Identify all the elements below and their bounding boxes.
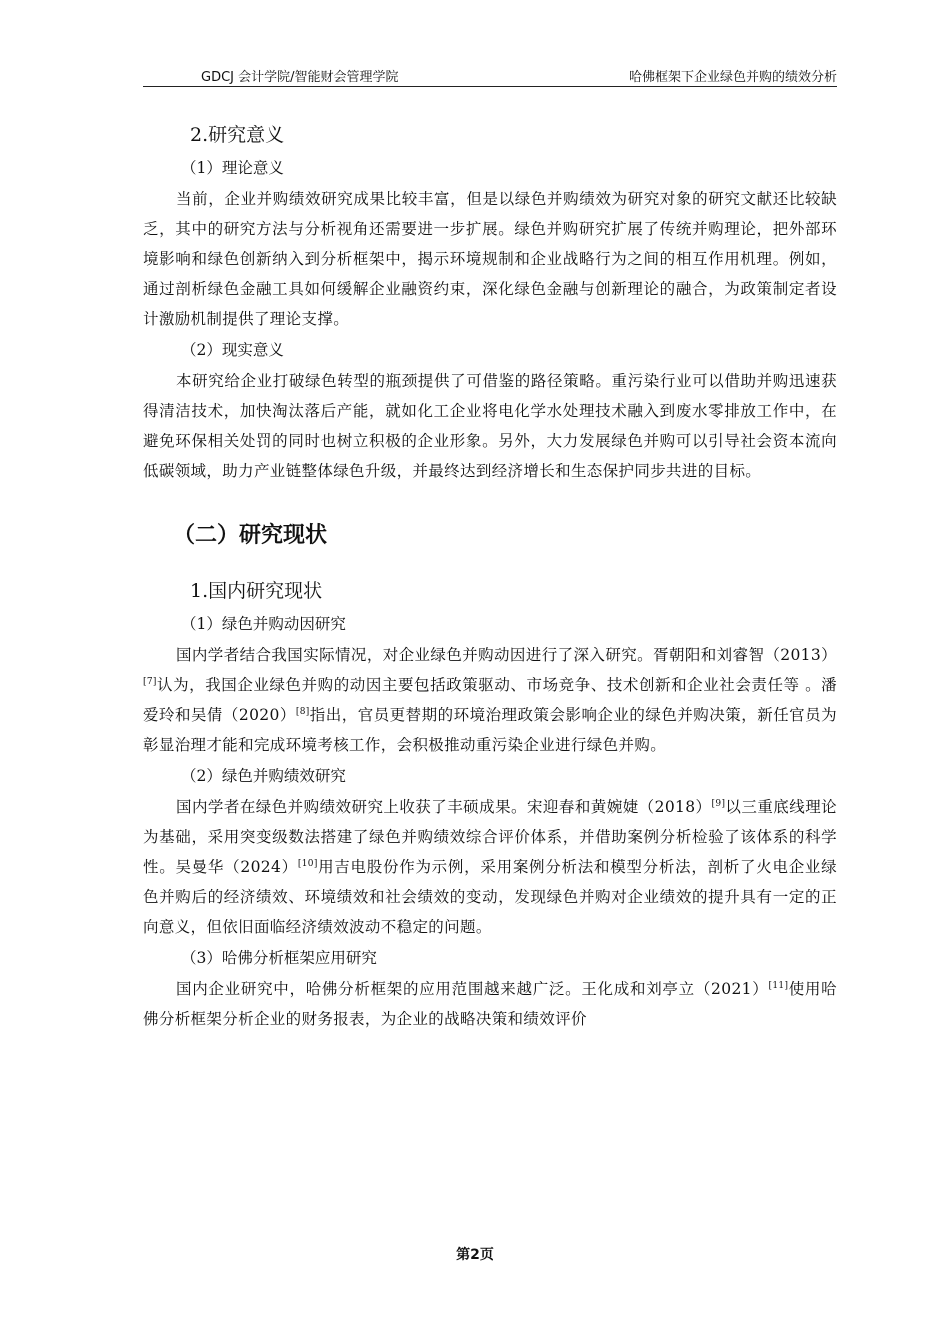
paragraph-performance-research <box>143 792 837 942</box>
subheading-practical-significance: （2）现实意义 <box>181 341 284 359</box>
header-institution: GDCJ 会计学院/智能财会管理学院 <box>201 70 399 85</box>
citation-7: [7] <box>143 677 157 687</box>
text-segment: 使用哈佛分析框架分析企业的财务报表，为企业的战略决策和绩效评价 <box>143 980 838 1028</box>
text-segment: 以三重底线理论为基础，采用突变级数法搭建了绿色并购绩效综合评价体系，并借助案例分析检验了该体系的科学性。吴曼华（2024） <box>143 798 838 876</box>
text-segment: 国内企业研究中，哈佛分析框架的应用范围越来越广泛。王化成和刘亭立（2021） <box>176 980 769 998</box>
heading-research-significance: 2.研究意义 <box>190 124 285 146</box>
paragraph-motive-research <box>143 640 837 760</box>
text-segment: 指出，官员更替期的环境治理政策会影响企业的绿色并购决策，新任官员为彰显治理才能和完成环境考核工作，会积极推动重污染企业进行绿色并购。 <box>143 706 837 754</box>
subheading-motive-research: （1）绿色并购动因研究 <box>181 615 346 633</box>
paragraph-theory-significance: 当前，企业并购绩效研究成果比较丰富，但是以绿色并购绩效为研究对象的研究文献还比较缺乏，其中的研究方法与分析视角还需要进一步扩展。绿色并购研究扩展了传统并购理论，把外部环境影响和绿色创新纳入到分析框架中，揭示环境规制和企业战略行为之间的相互作用机理。例如，通过剖析绿色金融工具如何缓解企业融资约束，深化绿色金融与创新理论的融合，为政策制定者设计激励机制提供了理论支撑。 <box>143 190 837 328</box>
text-segment: 用吉电股份作为示例，采用案例分析法和模型分析法，剖析了火电企业绿色并购后的经济绩效、环境绩效和社会绩效的变动，发现绿色并购对企业绩效的提升具有一定的正向意义，但依旧面临经济绩效波动不稳定的问题。 <box>143 858 838 936</box>
paragraph-practical-significance: 本研究给企业打破绿色转型的瓶颈提供了可借鉴的路径策略。重污染行业可以借助并购迅速获得清洁技术，加快淘汰落后产能，就如化工企业将电化学水处理技术融入到废水零排放工作中，在避免环保相关处罚的同时也树立积极的企业形象。另外，大力发展绿色并购可以引导社会资本流向低碳领域，助力产业链整体绿色升级，并最终达到经济增长和生态保护同步共进的目标。 <box>143 372 837 480</box>
citation-8: [8] <box>295 707 310 717</box>
citation-11: [11] <box>768 981 789 991</box>
paragraph-harvard-framework <box>143 974 837 1034</box>
text-segment: 国内学者在绿色并购绩效研究上收获了丰硕成果。宋迎春和黄婉婕（2018） <box>176 798 712 816</box>
page-header <box>143 62 837 84</box>
header-divider <box>143 86 837 87</box>
citation-9: [9] <box>711 799 726 809</box>
text-segment: 认为，我国企业绿色并购的动因主要包括政策驱动、市场竞争、技术创新和企业社会责任等 。潘爱玲和吴倩（2020） <box>143 676 837 724</box>
subheading-harvard-framework: （3）哈佛分析框架应用研究 <box>181 949 377 967</box>
text-segment: 国内学者结合我国实际情况，对企业绿色并购动因进行了深入研究。胥朝阳和刘睿智（2013） <box>176 646 837 664</box>
citation-10: [10] <box>297 859 318 869</box>
page-number: 第2页 <box>456 1247 494 1263</box>
heading-domestic-status: 1.国内研究现状 <box>190 580 323 602</box>
subheading-performance-research: （2）绿色并购绩效研究 <box>181 767 346 785</box>
heading-research-status: （二）研究现状 <box>173 523 328 548</box>
header-thesis-title: 哈佛框架下企业绿色并购的绩效分析 <box>628 70 837 85</box>
page-body <box>143 118 837 1034</box>
subheading-theory-significance: （1）理论意义 <box>181 159 284 177</box>
